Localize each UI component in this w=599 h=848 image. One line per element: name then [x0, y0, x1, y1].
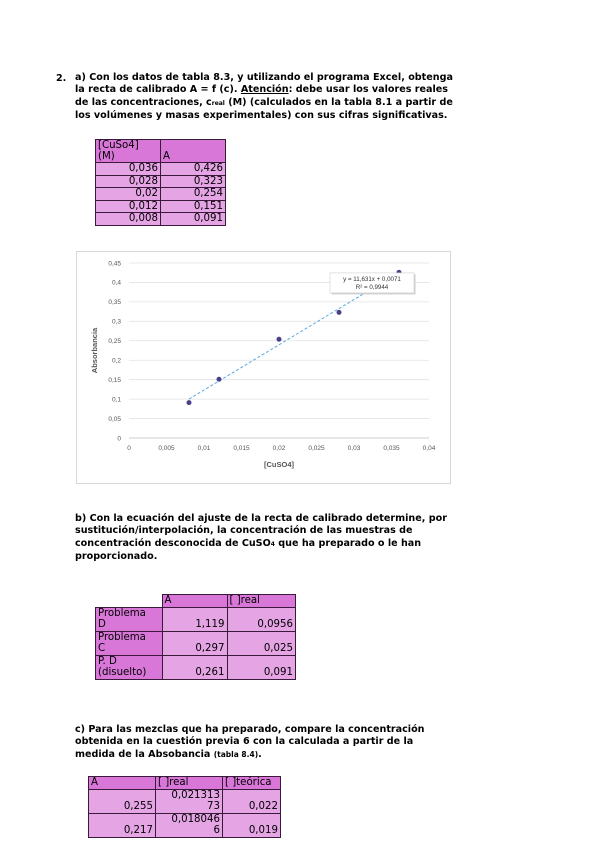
x-tick-label: 0,005 — [158, 445, 175, 452]
table-header-row — [89, 777, 281, 790]
x-tick-label: 0,015 — [233, 445, 250, 452]
header-teorica: [ ]teórica — [223, 777, 281, 790]
cell-conc: 0,012 — [96, 200, 161, 213]
cell-abs: 0,217 — [89, 813, 156, 837]
x-tick-label: 0,025 — [308, 445, 325, 452]
cell-real: 0,018046 6 — [156, 813, 223, 837]
table-header-row — [96, 595, 296, 608]
x-tick-label: 0,02 — [272, 445, 286, 452]
table-row — [89, 789, 281, 813]
y-tick-label: 0 — [117, 435, 121, 443]
cell-abs: 0,255 — [89, 789, 156, 813]
table-row — [96, 200, 226, 213]
unknown-samples-table — [95, 594, 296, 680]
part-c-text — [75, 724, 545, 761]
cell-abs: 0,426 — [161, 163, 226, 176]
table-row — [96, 607, 296, 631]
part-c-line2: obtenida en la cuestión previa 6 con la calculada a partir de la — [75, 736, 414, 748]
y-tick-label: 0,35 — [108, 299, 121, 307]
table-row — [96, 631, 296, 655]
part-a-line4: los volúmenes y masas experimentales) con sus cifras significativas. — [75, 110, 448, 122]
data-point — [277, 337, 282, 342]
x-tick-label: 0 — [127, 445, 131, 452]
header-concentration: [CuSo4] (M) — [96, 140, 161, 163]
part-b-line4: proporcionado. — [75, 551, 158, 563]
atencion-label: Atención — [240, 84, 289, 96]
cell-abs: 0,323 — [161, 175, 226, 188]
data-point — [337, 310, 342, 315]
table-header-row — [96, 140, 226, 163]
y-tick-label: 0,2 — [111, 357, 121, 365]
part-a-line1: a) Con los datos de tabla 8.3, y utilizando el programa Excel, obtenga — [75, 72, 453, 83]
table-row — [96, 655, 296, 679]
r-squared-label: R² = 0,9944 — [355, 283, 389, 291]
x-tick-label: 0,01 — [197, 445, 211, 452]
cell-real: 0,021313 73 — [156, 789, 223, 813]
row-label: Problema D — [96, 607, 163, 631]
trendline-equation: y = 11,631x + 0,0071 — [343, 275, 401, 283]
cell-abs: 0,254 — [161, 188, 226, 201]
cell-abs: 1,119 — [162, 607, 227, 631]
x-tick-label: 0,035 — [383, 445, 400, 452]
part-a-line2: la recta de calibrado A = f (c). Atención: debe usar los valores reales — [75, 84, 449, 96]
table-row — [96, 175, 226, 188]
empty-corner — [96, 595, 163, 608]
header-absorbance: A — [162, 595, 227, 608]
y-axis-label: Absorbancia — [90, 327, 99, 374]
header-real: [ ]real — [227, 595, 296, 608]
y-tick-label: 0,4 — [111, 279, 121, 287]
calibration-chart — [76, 251, 451, 484]
question-number: 2. — [56, 73, 67, 84]
table-row — [96, 188, 226, 201]
part-c-line3: medida de la Absobancia (tabla 8.4). — [75, 748, 262, 760]
mixtures-table — [88, 776, 281, 838]
cell-conc: 0,008 — [96, 213, 161, 226]
cell-real: 0,091 — [227, 655, 296, 679]
y-tick-label: 0,05 — [108, 415, 121, 423]
cell-abs: 0,091 — [161, 213, 226, 226]
x-axis-label: [CuSO4] — [264, 460, 294, 469]
part-b-text — [75, 513, 545, 564]
part-b-line2: sustitución/interpolación, la concentración de las muestras de — [75, 525, 413, 537]
cell-conc: 0,028 — [96, 175, 161, 188]
y-tick-label: 0,15 — [108, 376, 121, 384]
cell-real: 0,0956 — [227, 607, 296, 631]
table-row — [96, 213, 226, 226]
row-label: Problema C — [96, 631, 163, 655]
header-real: [ ]real — [156, 777, 223, 790]
part-b-line3: concentración desconocida de CuSO4 que ha preparado o le han — [75, 537, 422, 549]
part-a-line3: de las concentraciones, creal (M) (calculados en la tabla 8.1 a partir de — [75, 96, 453, 108]
cell-abs: 0,261 — [162, 655, 227, 679]
cell-abs: 0,297 — [162, 631, 227, 655]
y-tick-label: 0,45 — [108, 260, 121, 268]
header-absorbance: A — [89, 777, 156, 790]
y-tick-label: 0,3 — [111, 318, 121, 326]
cell-teorica: 0,019 — [223, 813, 281, 837]
table-row — [96, 163, 226, 176]
chart-svg — [77, 252, 450, 483]
part-c-line1: c) Para las mezclas que ha preparado, compare la concentración — [75, 724, 425, 735]
data-point — [187, 400, 192, 405]
part-b-line1: b) Con la ecuación del ajuste de la recta de calibrado determine, por — [75, 513, 447, 524]
cell-abs: 0,151 — [161, 200, 226, 213]
cell-conc: 0,036 — [96, 163, 161, 176]
data-point — [217, 377, 222, 382]
table-row — [89, 813, 281, 837]
cell-real: 0,025 — [227, 631, 296, 655]
cell-teorica: 0,022 — [223, 789, 281, 813]
y-tick-label: 0,25 — [108, 338, 121, 346]
row-label: P. D (disuelto) — [96, 655, 163, 679]
cell-conc: 0,02 — [96, 188, 161, 201]
x-tick-label: 0,04 — [422, 445, 436, 452]
part-a-text — [75, 72, 545, 123]
header-absorbance: A — [161, 140, 226, 163]
y-tick-label: 0,1 — [111, 396, 121, 404]
x-tick-label: 0,03 — [347, 445, 361, 452]
calibration-table — [95, 139, 226, 226]
